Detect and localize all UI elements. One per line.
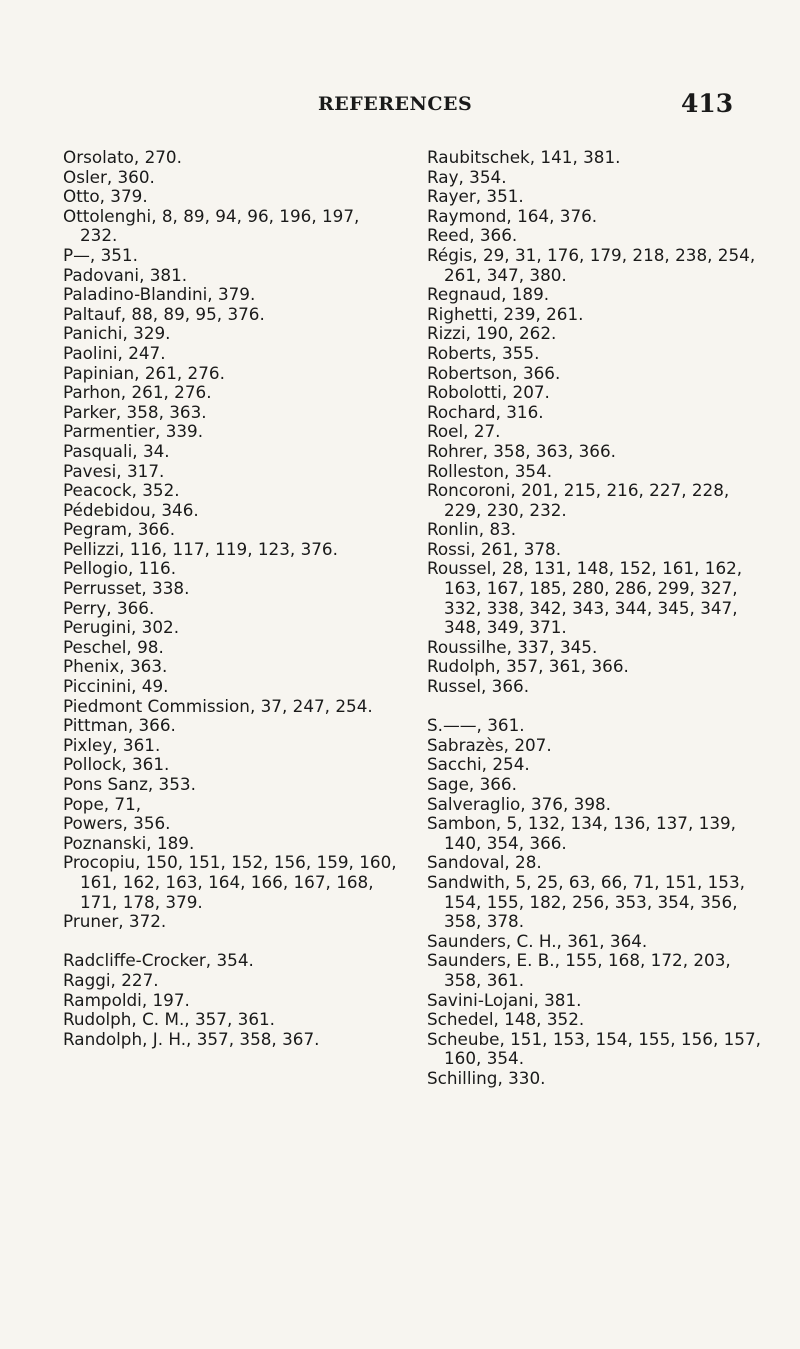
index-entry: Schilling, 330. bbox=[427, 1067, 546, 1088]
index-entry: Pittman, 366. bbox=[63, 715, 176, 736]
right-column bbox=[427, 148, 762, 1089]
index-entry: Padovani, 381. bbox=[63, 264, 188, 285]
index-entry: Savini-Lojani, 381. bbox=[427, 989, 582, 1010]
index-entry: Rampoldi, 197. bbox=[63, 989, 190, 1010]
index-entry: Parker, 358, 363. bbox=[63, 401, 207, 422]
index-entry: Sambon, 5, 132, 134, 136, 137, 139, 140, 354, 366. bbox=[427, 813, 737, 853]
index-entry: Raubitschek, 141, 381. bbox=[427, 147, 621, 167]
index-entry: Perry, 366. bbox=[63, 597, 155, 618]
index-entry: Righetti, 239, 261. bbox=[427, 303, 584, 324]
index-entry: Robertson, 366. bbox=[427, 362, 561, 383]
index-entry: Paladino-Blandini, 379. bbox=[63, 284, 256, 305]
index-entry: Sabrazès, 207. bbox=[427, 734, 552, 755]
index-entry: Pellogio, 116. bbox=[63, 558, 177, 579]
index-entry: Randolph, J. H., 357, 358, 367. bbox=[63, 1028, 320, 1049]
index-entry: Panichi, 329. bbox=[63, 323, 171, 344]
index-entry: P—, 351. bbox=[63, 244, 138, 265]
index-entry: Ray, 354. bbox=[427, 166, 507, 187]
page-number: 413 bbox=[681, 89, 734, 118]
index-entry: Pavesi, 317. bbox=[63, 460, 165, 481]
index-entry: Rohrer, 358, 363, 366. bbox=[427, 440, 616, 461]
index-entry: Pegram, 366. bbox=[63, 519, 176, 540]
section-gap bbox=[427, 697, 762, 717]
index-entry: Peacock, 352. bbox=[63, 480, 180, 501]
index-entry: Pixley, 361. bbox=[63, 734, 161, 755]
index-entry: Sacchi, 254. bbox=[427, 754, 530, 775]
index-entry: S.——, 361. bbox=[427, 715, 525, 736]
index-entry: Phenix, 363. bbox=[63, 656, 168, 677]
index-entry: Pons Sanz, 353. bbox=[63, 774, 196, 794]
index-entry: Roberts, 355. bbox=[427, 342, 540, 363]
index-entry: Pruner, 372. bbox=[63, 911, 167, 932]
index-entry: Piedmont Commission, 37, 247, 254. bbox=[63, 695, 373, 716]
index-entry: Raggi, 227. bbox=[63, 969, 159, 990]
index-entry: Robolotti, 207. bbox=[427, 382, 550, 403]
index-entry: Régis, 29, 31, 176, 179, 218, 238, 254, 261, 347, 380. bbox=[427, 244, 756, 285]
index-entry: Roussilhe, 337, 345. bbox=[427, 636, 598, 657]
index-entry: Raymond, 164, 376. bbox=[427, 205, 598, 226]
index-entry: Roel, 27. bbox=[427, 421, 501, 442]
index-entry: Radcliffe-Crocker, 354. bbox=[63, 950, 254, 971]
index-entry: Rudolph, C. M., 357, 361. bbox=[63, 1009, 276, 1030]
index-entry: Rochard, 316. bbox=[427, 401, 544, 422]
index-entry: Poznanski, 189. bbox=[63, 832, 195, 853]
index-entry: Rolleston, 354. bbox=[427, 460, 553, 481]
index-entry: Parhon, 261, 276. bbox=[63, 382, 212, 403]
index-entry: Sage, 366. bbox=[427, 774, 517, 794]
index-entry: Paolini, 247. bbox=[63, 342, 166, 363]
index-entry: Peschel, 98. bbox=[63, 636, 164, 657]
index-entry: Otto, 379. bbox=[63, 186, 148, 207]
index-entry: Pope, 71, bbox=[63, 793, 142, 814]
index-entry: Rizzi, 190, 262. bbox=[427, 323, 557, 344]
index-entry: Rossi, 261, 378. bbox=[427, 538, 562, 559]
index-entry: Sandoval, 28. bbox=[427, 852, 542, 873]
index-entry: Scheube, 151, 153, 154, 155, 156, 157, 160, 354. bbox=[427, 1028, 761, 1069]
running-head: REFERENCES bbox=[318, 93, 473, 115]
index-entry: Russel, 366. bbox=[427, 676, 530, 697]
index-entry: Sandwith, 5, 25, 63, 66, 71, 151, 153, 154, 155, 182, 256, 353, 354, 356, 358, 378. bbox=[427, 871, 745, 932]
index-entry: Perrusset, 338. bbox=[63, 578, 190, 599]
page-header bbox=[0, 89, 800, 123]
section-gap bbox=[63, 932, 398, 952]
index-entry: Osler, 360. bbox=[63, 166, 155, 187]
index-entry: Pellizzi, 116, 117, 119, 123, 376. bbox=[63, 538, 338, 559]
index-entry: Schedel, 148, 352. bbox=[427, 1009, 585, 1030]
index-entry: Procopiu, 150, 151, 152, 156, 159, 160, 161, 162, 163, 164, 166, 167, 168, 171, 178, 379. bbox=[63, 852, 397, 912]
index-entry: Reed, 366. bbox=[427, 225, 518, 246]
index-entry: Regnaud, 189. bbox=[427, 284, 550, 305]
index-entry: Papinian, 261, 276. bbox=[63, 362, 225, 383]
index-entry: Perugini, 302. bbox=[63, 617, 180, 638]
index-entry: Roussel, 28, 131, 148, 152, 161, 162, 163, 167, 185, 280, 286, 299, 327, 332, 338, 342, 343, 344, 345, 347, 348, 349, 371. bbox=[427, 558, 743, 638]
left-column bbox=[63, 148, 398, 1049]
index-entry: Saunders, E. B., 155, 168, 172, 203, 358, 361. bbox=[427, 950, 731, 990]
index-entry: Orsolato, 270. bbox=[63, 147, 182, 167]
index-entry: Salveraglio, 376, 398. bbox=[427, 793, 612, 814]
index-entry: Ronlin, 83. bbox=[427, 519, 517, 540]
index-entry: Pasquali, 34. bbox=[63, 440, 170, 461]
index-entry: Piccinini, 49. bbox=[63, 676, 169, 697]
index-entry: Saunders, C. H., 361, 364. bbox=[427, 930, 648, 951]
index-entry: Ottolenghi, 8, 89, 94, 96, 196, 197, 232. bbox=[63, 205, 360, 246]
index-entry: Parmentier, 339. bbox=[63, 421, 204, 442]
index-entry: Roncoroni, 201, 215, 216, 227, 228, 229, 230, 232. bbox=[427, 480, 730, 520]
index-entry: Pédebidou, 346. bbox=[63, 499, 199, 520]
index-entry: Rayer, 351. bbox=[427, 186, 524, 207]
index-entry: Paltauf, 88, 89, 95, 376. bbox=[63, 303, 265, 324]
index-entry: Pollock, 361. bbox=[63, 754, 170, 775]
index-entry: Powers, 356. bbox=[63, 813, 171, 834]
index-entry: Rudolph, 357, 361, 366. bbox=[427, 656, 629, 677]
